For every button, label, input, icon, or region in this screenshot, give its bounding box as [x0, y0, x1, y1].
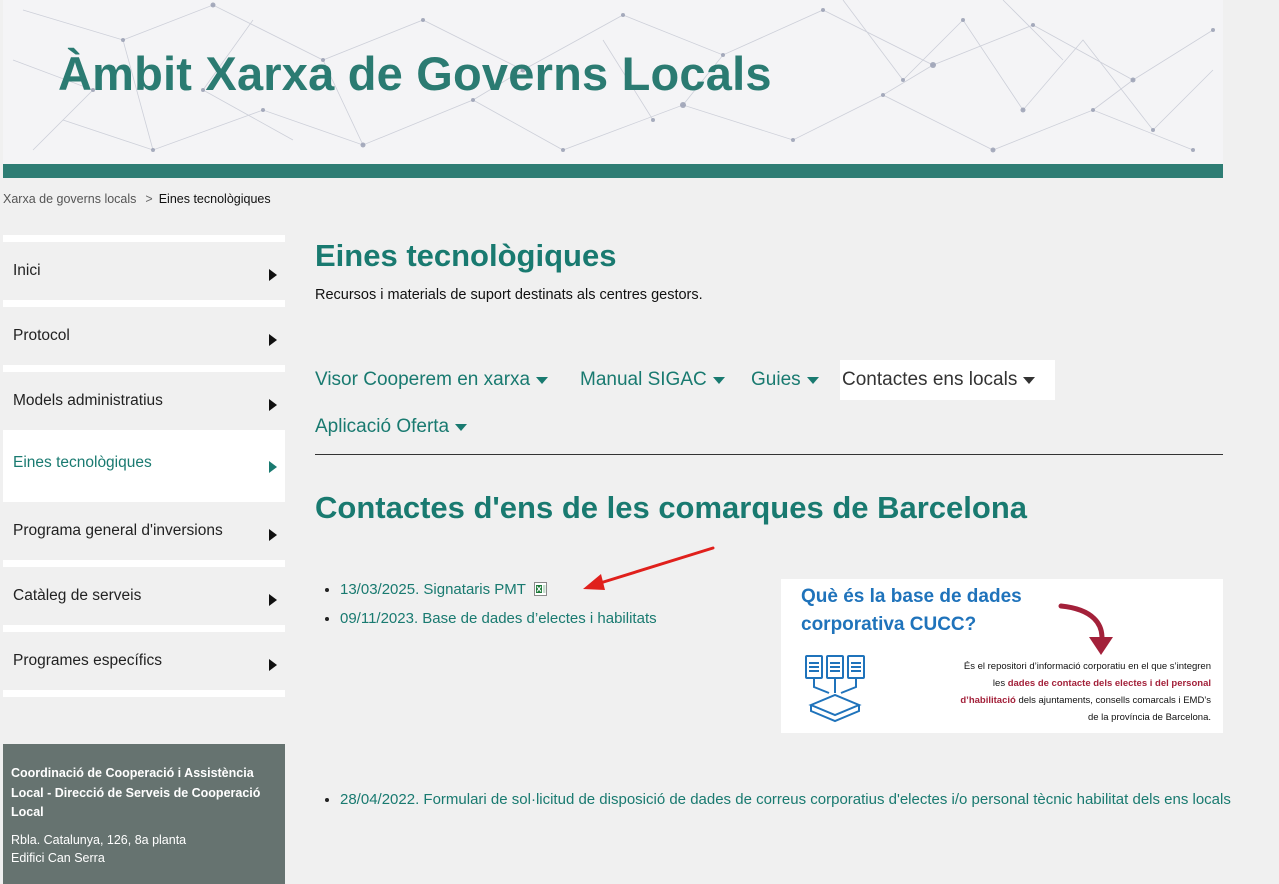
contact-address-line2: Edifici Can Serra — [11, 850, 105, 865]
tabs-divider — [315, 454, 1223, 455]
sidebar-item-protocol[interactable] — [3, 300, 285, 365]
section-title: Contactes d'ens de les comarques de Barcelona — [315, 490, 1028, 525]
sidebar-nav — [3, 235, 285, 697]
breadcrumb-current: Eines tecnològiques — [158, 192, 271, 206]
contact-box — [3, 744, 285, 884]
contact-address-line1: Rbla. Catalunya, 126, 8a planta — [11, 832, 187, 847]
sidebar-item-programes-especifics[interactable] — [3, 625, 285, 690]
banner-accent-bar — [3, 164, 1223, 178]
infographic-text: les — [992, 678, 1008, 689]
caret-down-icon — [455, 424, 467, 431]
document-link[interactable]: 28/04/2022. Formulari de sol·licitud de disposició de dades de correus corporatius d'electes i/o personal tècnic habilitat dels ens locals — [340, 791, 1231, 808]
tab-manual-sigac[interactable] — [580, 360, 725, 400]
document-list-secondary — [315, 787, 1240, 812]
database-documents-icon — [803, 653, 871, 723]
curved-arrow-icon — [1051, 601, 1121, 659]
tab-contactes-ens-locals[interactable] — [840, 360, 1055, 400]
caret-down-icon — [807, 377, 819, 384]
infographic-text-line: de la província de Barcelona. — [1087, 712, 1211, 723]
page-subtitle: Recursos i materials de suport destinats als centres gestors. — [315, 287, 703, 303]
caret-down-icon — [1023, 377, 1035, 384]
triangle-right-icon — [269, 269, 277, 281]
caret-down-icon — [713, 377, 725, 384]
document-link[interactable]: 09/11/2023. Base de dades d’electes i habilitats — [340, 610, 657, 627]
annotation-arrow-icon — [575, 540, 720, 595]
sidebar-item-programa-general[interactable] — [3, 495, 285, 560]
sidebar-item-eines-tecnologiques[interactable] — [3, 430, 285, 495]
tab-label: Visor Cooperem en xarxa — [315, 369, 531, 390]
sidebar-item-cataleg-serveis[interactable] — [3, 560, 285, 625]
infographic-text-line — [911, 675, 1211, 692]
tab-visor-cooperem[interactable] — [315, 360, 548, 400]
tab-aplicacio-oferta[interactable] — [315, 407, 467, 447]
sidebar-item-label: Protocol — [13, 327, 70, 344]
sidebar-item-label: Inici — [13, 262, 41, 279]
triangle-right-icon — [269, 529, 277, 541]
triangle-right-icon — [269, 659, 277, 671]
tab-label: Guies — [751, 369, 801, 390]
list-item — [340, 787, 1240, 812]
breadcrumb-separator: > — [145, 192, 153, 206]
contact-organization: Coordinació de Cooperació i Assistència Local - Direcció de Serveis de Cooperació Local — [11, 766, 261, 819]
sidebar-item-label: Eines tecnològiques — [13, 453, 152, 471]
triangle-right-icon — [269, 594, 277, 606]
sidebar-item-label: Programes específics — [13, 652, 163, 669]
cucc-infographic[interactable] — [781, 579, 1223, 733]
breadcrumb-home-link[interactable]: Xarxa de governs locals — [3, 192, 137, 206]
triangle-right-icon — [269, 461, 277, 473]
infographic-text-line: És el repositori d’informació corporatiu en el que s’integren — [963, 661, 1211, 672]
sidebar-item-models-administratius[interactable] — [3, 365, 285, 430]
header-banner — [3, 0, 1223, 164]
infographic-title: Què és la base de dades corporativa CUCC? — [801, 586, 1022, 635]
sidebar-divider — [3, 690, 285, 697]
sidebar-item-label: Catàleg de serveis — [13, 587, 142, 604]
infographic-description — [911, 658, 1211, 726]
document-link[interactable]: 13/03/2025. Signataris PMT — [340, 581, 526, 598]
triangle-right-icon — [269, 399, 277, 411]
excel-file-icon[interactable] — [534, 582, 547, 596]
sidebar-item-label: Programa general d'inversions — [13, 522, 223, 539]
breadcrumb — [3, 192, 271, 206]
sidebar-item-label: Models administratius — [13, 392, 163, 409]
infographic-text-line — [911, 692, 1211, 709]
infographic-text: dels ajuntaments, consells comarcals i EMD’s — [1015, 695, 1211, 706]
tab-label: Manual SIGAC — [580, 369, 707, 390]
sidebar-item-inici[interactable] — [3, 235, 285, 300]
site-title[interactable]: Àmbit Xarxa de Governs Locals — [58, 47, 772, 100]
page-title: Eines tecnològiques — [315, 238, 617, 273]
list-item — [340, 604, 657, 633]
tab-label: Contactes ens locals — [842, 369, 1018, 390]
infographic-highlight: d’habilitació — [960, 695, 1016, 706]
infographic-highlight: dades de contacte dels electes i del personal — [1007, 678, 1211, 689]
tab-label: Aplicació Oferta — [315, 416, 450, 437]
caret-down-icon — [536, 377, 548, 384]
tab-guies[interactable] — [751, 360, 819, 400]
triangle-right-icon — [269, 334, 277, 346]
